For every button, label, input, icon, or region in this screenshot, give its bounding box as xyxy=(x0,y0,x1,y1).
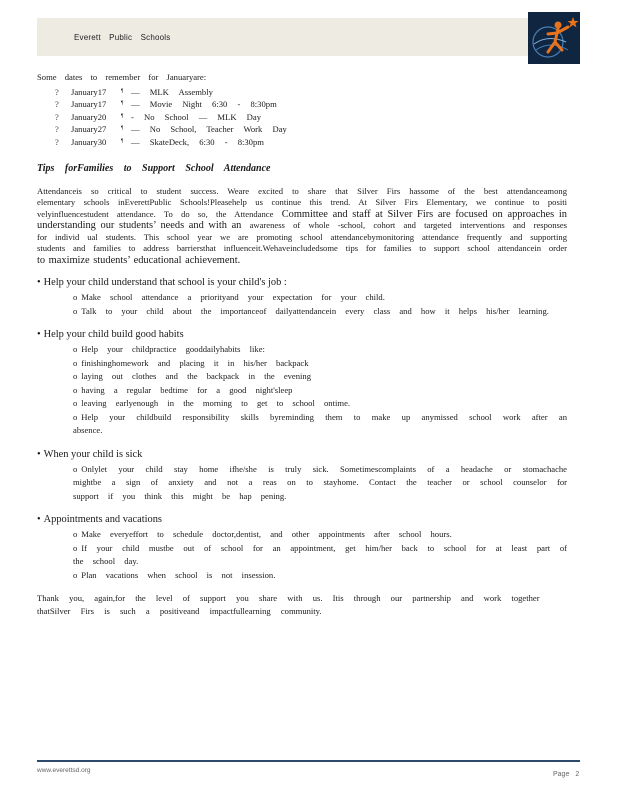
tips-title: Tips forFamilies to Support School Attendance xyxy=(37,163,271,174)
list-marker: o xyxy=(73,344,78,354)
bullet-icon: • xyxy=(37,329,41,340)
list-marker: o xyxy=(73,398,78,408)
paragraph-text: Attendanceis so critical to student success. Weare excited to share that Silver Firs hassome of the best attendanceamong elementary schools inEverettPublic Schools!Pleasehelp us continue this trend. At Silver Firs Elementary, we continue to positi velyinfluencestudent attendance. To do so, the Attendance xyxy=(37,185,567,219)
date-label: January17 xyxy=(71,99,107,109)
heading-text: When your child is sick xyxy=(43,448,143,460)
district-logo-icon xyxy=(528,12,580,64)
list-item xyxy=(73,528,567,542)
item-text: Onlylet your child stay home ifhe/she is truly sick. Sometimescomplaints of a headache or stomachache mightbe a sign of anxiety and not a reas on to stayhome. Contact the teacher or school counselor for support if you think this might be hap pening. xyxy=(73,463,567,501)
page-number xyxy=(553,771,579,778)
list-item xyxy=(73,291,567,305)
list-item xyxy=(73,411,567,438)
event-label: — Movie Night 6:30 - 8:30pm xyxy=(131,99,277,109)
list-marker: o xyxy=(73,292,78,302)
event-label: — MLK Assembly xyxy=(131,86,213,97)
list-item xyxy=(55,137,567,150)
list-item xyxy=(73,397,567,411)
sub-list xyxy=(73,291,567,318)
list-marker: o xyxy=(73,542,78,553)
list-marker: ? xyxy=(55,111,59,122)
paragraph-text: to maximize students’ educational achievement. xyxy=(37,254,241,266)
sub-list xyxy=(73,343,567,438)
heading-text: Help your child build good habits xyxy=(43,329,184,340)
item-text: leaving earlyenough in the morning to get to school ontime. xyxy=(81,398,351,408)
event-label: - No School — MLK Day xyxy=(131,111,261,122)
list-item xyxy=(73,343,567,357)
sub-list xyxy=(73,463,567,504)
list-marker: o xyxy=(73,357,78,368)
item-text: Talk to your child about the importanceof dailyattendancein every class and how it helps his/her learning. xyxy=(81,305,549,316)
pilcrow-icon: ¶ xyxy=(121,88,124,94)
date-label: January30 xyxy=(71,136,107,147)
list-item xyxy=(73,305,567,319)
item-text: finishinghomework and placing it in his/her backpack xyxy=(81,357,309,368)
page-number-value: 2 xyxy=(575,771,580,778)
list-item xyxy=(55,87,567,100)
list-item xyxy=(73,569,567,583)
section-heading xyxy=(37,276,567,290)
page-label: Page xyxy=(553,771,570,778)
list-item xyxy=(55,99,567,112)
intro-paragraph xyxy=(37,186,567,267)
item-text: Make everyeffort to schedule doctor,dentist, and other appointments after school hours. xyxy=(81,529,452,539)
header-title: Everett Public Schools xyxy=(74,33,171,42)
item-text: If your child mustbe out of school for an appointment, get him/her back to school for at least part of the school day. xyxy=(73,542,567,566)
item-text: Make school attendance a priorityand your expectation for your child. xyxy=(81,292,385,302)
item-text: having a regular bedtime for a good night'sleep xyxy=(81,384,293,395)
section-job xyxy=(37,276,567,318)
pilcrow-icon: ¶ xyxy=(121,101,124,106)
footer-website: www.everettsd.org xyxy=(37,767,91,774)
sub-list xyxy=(73,528,567,582)
item-text: laying out clothes and the backpack in the evening xyxy=(81,371,312,381)
list-item xyxy=(73,463,567,504)
section-heading xyxy=(37,513,567,527)
closing-paragraph: Thank you, again,for the level of support you share with us. Itis through our partnership and work together thatSilver Firs is such a positiveand impactfullearning community. xyxy=(37,593,540,616)
list-marker: ? xyxy=(55,99,59,109)
bullet-icon: • xyxy=(37,277,41,288)
date-label: January20 xyxy=(71,111,107,122)
section-habits xyxy=(37,328,567,438)
list-item xyxy=(55,124,567,137)
paragraph-text: awareness of whole -school, cohort and targeted interventions and responses for individ ual students. This school year we are promoting school attendancebymonitoring attendance frequently and supporting students and families to address barriersthat influenceit.Wehaveincludedsome tips for families to support school attendancein order xyxy=(37,220,567,253)
date-label: January27 xyxy=(71,124,107,134)
event-label: — SkateDeck, 6:30 - 8:30pm xyxy=(131,136,264,147)
item-text: Help your childbuild responsibility skills byreminding them to make up anymissed school work after an absence. xyxy=(73,411,567,435)
list-marker: o xyxy=(73,384,78,395)
pilcrow-icon: ¶ xyxy=(121,138,124,144)
dates-intro: Some dates to remember for Januaryare: xyxy=(37,72,207,82)
pilcrow-icon: ¶ xyxy=(121,113,124,119)
item-text: Help your childpractice gooddailyhabits like: xyxy=(81,344,265,354)
section-appointments xyxy=(37,513,567,582)
bullet-icon: • xyxy=(37,448,41,460)
list-marker: o xyxy=(73,411,78,422)
heading-text: Help your child understand that school is your child's job : xyxy=(43,277,287,288)
section-heading xyxy=(37,448,567,462)
list-item xyxy=(73,542,567,569)
heading-text: Appointments and vacations xyxy=(43,514,162,525)
list-item xyxy=(73,357,567,371)
list-marker: o xyxy=(73,529,78,539)
page-content xyxy=(37,72,567,618)
pilcrow-icon: ¶ xyxy=(121,126,124,131)
list-item xyxy=(73,370,567,384)
list-marker: o xyxy=(73,569,78,580)
list-marker: ? xyxy=(55,136,59,147)
list-marker: ? xyxy=(55,124,59,134)
list-marker: ? xyxy=(55,86,59,97)
list-marker: o xyxy=(73,463,78,474)
list-marker: o xyxy=(73,305,78,316)
list-marker: o xyxy=(73,371,78,381)
date-list xyxy=(55,87,567,150)
section-sick xyxy=(37,448,567,504)
item-text: Plan vacations when school is not insession. xyxy=(81,569,276,580)
section-heading xyxy=(37,328,567,342)
event-label: — No School, Teacher Work Day xyxy=(131,124,287,134)
bullet-icon: • xyxy=(37,514,41,525)
list-item xyxy=(73,384,567,398)
footer-rule xyxy=(37,760,580,762)
paragraph-text: Committee and staff at Silver Firs are focused on approaches in understanding our students’ needs and with an xyxy=(37,208,567,231)
list-item xyxy=(55,112,567,125)
date-label: January17 xyxy=(71,86,107,97)
